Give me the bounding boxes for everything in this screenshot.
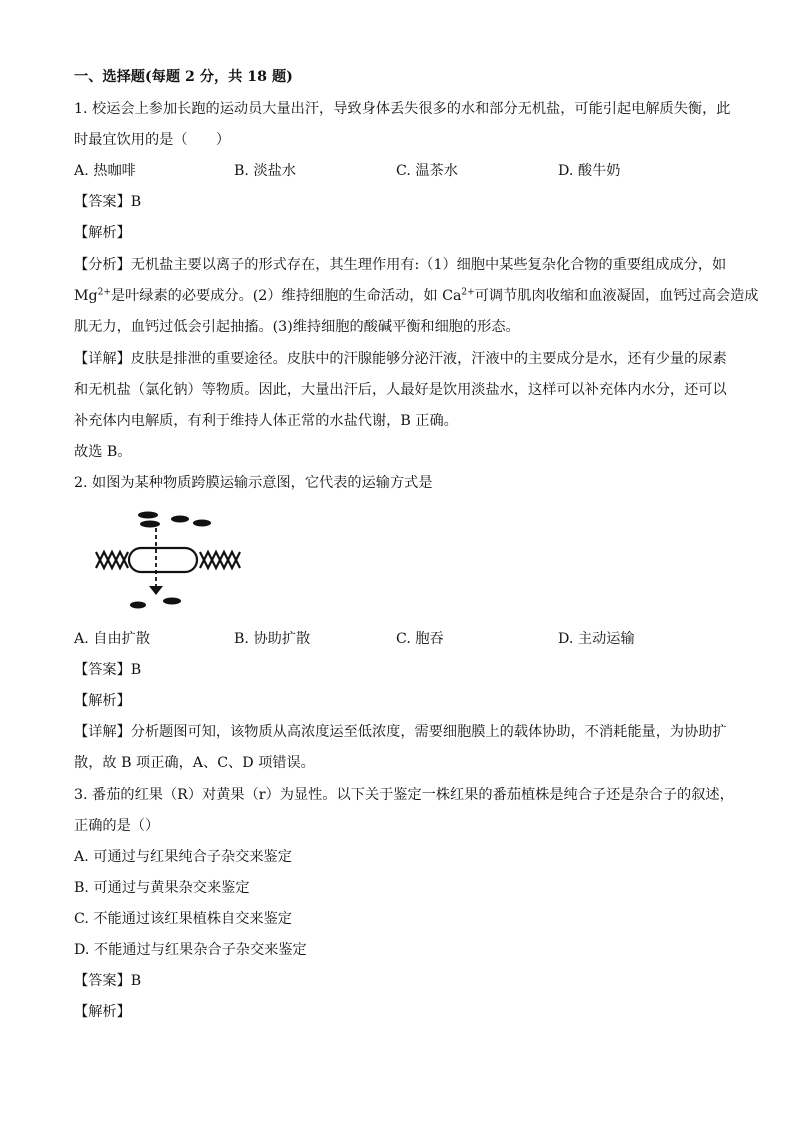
q2-option-a: A. 自由扩散: [74, 631, 151, 647]
q1-xiangjie-line-1: 【详解】皮肤是排泄的重要途径。皮肤中的汗腺能够分泌汗液，汗液中的主要成分是水，还有少量的尿素: [74, 351, 727, 367]
q2-option-b: B. 协助扩散: [234, 631, 311, 647]
q1-option-c: C. 温茶水: [396, 163, 458, 179]
left-bilayer: [96, 552, 128, 568]
right-bilayer: [200, 552, 240, 568]
fenxi-line-2-mid: 是叶绿素的必要成分。(2）维持细胞的生命活动，如 Ca: [110, 288, 462, 304]
molecule-top-3: [171, 516, 189, 523]
q1-fenxi-line-2: [74, 287, 758, 305]
q1-analysis-label: 【解析】: [74, 225, 131, 241]
q2-option-d: D. 主动运输: [558, 631, 635, 647]
q2-answer: 【答案】B: [74, 662, 142, 678]
mg-ion-text: Mg: [74, 288, 98, 304]
q1-xiangjie-line-3: 补充体内电解质，有利于维持人体正常的水盐代谢，B 正确。: [74, 413, 458, 429]
ca-charge-sup: 2+: [461, 287, 475, 298]
q1-xiangjie-line-2: 和无机盐（氯化钠）等物质。因此，大量出汗后，人最好是饮用淡盐水，这样可以补充体内水分，还可以: [74, 382, 727, 398]
down-arrow-icon: [149, 586, 163, 595]
molecule-top-4: [193, 520, 211, 527]
q1-fenxi-line-1: 【分析】无机盐主要以离子的形式存在，其生理作用有:（1）细胞中某些复杂化合物的重要组成成分，如: [74, 257, 727, 273]
q1-option-a: A. 热咖啡: [74, 163, 136, 179]
mg-charge-sup: 2+: [97, 287, 111, 298]
molecule-top-1: [138, 512, 158, 519]
q2-xiangjie-line-2: 散，故 B 项正确，A、C、D 项错误。: [74, 755, 315, 771]
q1-option-b: B. 淡盐水: [234, 163, 297, 179]
q1-conclusion: 故选 B。: [74, 444, 132, 460]
q3-option-c: C. 不能通过该红果植株自交来鉴定: [74, 911, 292, 927]
q2-xiangjie-line-1: 【详解】分析题图可知，该物质从高浓度运至低浓度，需要细胞膜上的载体协助，不消耗能量，为协助扩: [74, 724, 727, 740]
q3-analysis-label: 【解析】: [74, 1004, 131, 1020]
molecule-bottom-2: [163, 598, 181, 605]
q3-option-d: D. 不能通过与红果杂合子杂交来鉴定: [74, 942, 307, 958]
q2-analysis-label: 【解析】: [74, 693, 131, 709]
molecule-bottom-1: [130, 602, 146, 609]
section-title: 一、选择题(每题 2 分，共 18 题): [74, 69, 293, 85]
q3-stem-line-2: 正确的是（）: [74, 818, 160, 834]
q1-answer: 【答案】B: [74, 194, 142, 210]
q3-option-a: A. 可通过与红果纯合子杂交来鉴定: [74, 849, 292, 865]
q1-fenxi-line-3: 肌无力，血钙过低会引起抽搐。(3)维持细胞的酸碱平衡和细胞的形态。: [74, 319, 520, 335]
carrier-protein: [129, 548, 197, 572]
fenxi-line-2-end: 可调节肌肉收缩和血液凝固，血钙过高会造成: [474, 288, 759, 304]
membrane-transport-figure: [94, 508, 244, 612]
q3-option-b: B. 可通过与黄果杂交来鉴定: [74, 880, 250, 896]
q2-option-c: C. 胞吞: [396, 631, 444, 647]
q3-answer: 【答案】B: [74, 973, 142, 989]
q2-stem: 2. 如图为某种物质跨膜运输示意图，它代表的运输方式是: [74, 475, 433, 491]
q1-option-d: D. 酸牛奶: [558, 163, 621, 179]
q1-stem-line-2: 时最宜饮用的是（ ）: [74, 132, 231, 148]
q3-stem-line-1: 3. 番茄的红果（R）对黄果（r）为显性。以下关于鉴定一株红果的番茄植株是纯合子还是杂合子的叙述，: [74, 787, 734, 803]
molecule-top-2: [140, 521, 160, 528]
q1-stem-line-1: 1. 校运会上参加长跑的运动员大量出汗，导致身体丢失很多的水和部分无机盐，可能引起电解质失衡，此: [74, 101, 731, 117]
